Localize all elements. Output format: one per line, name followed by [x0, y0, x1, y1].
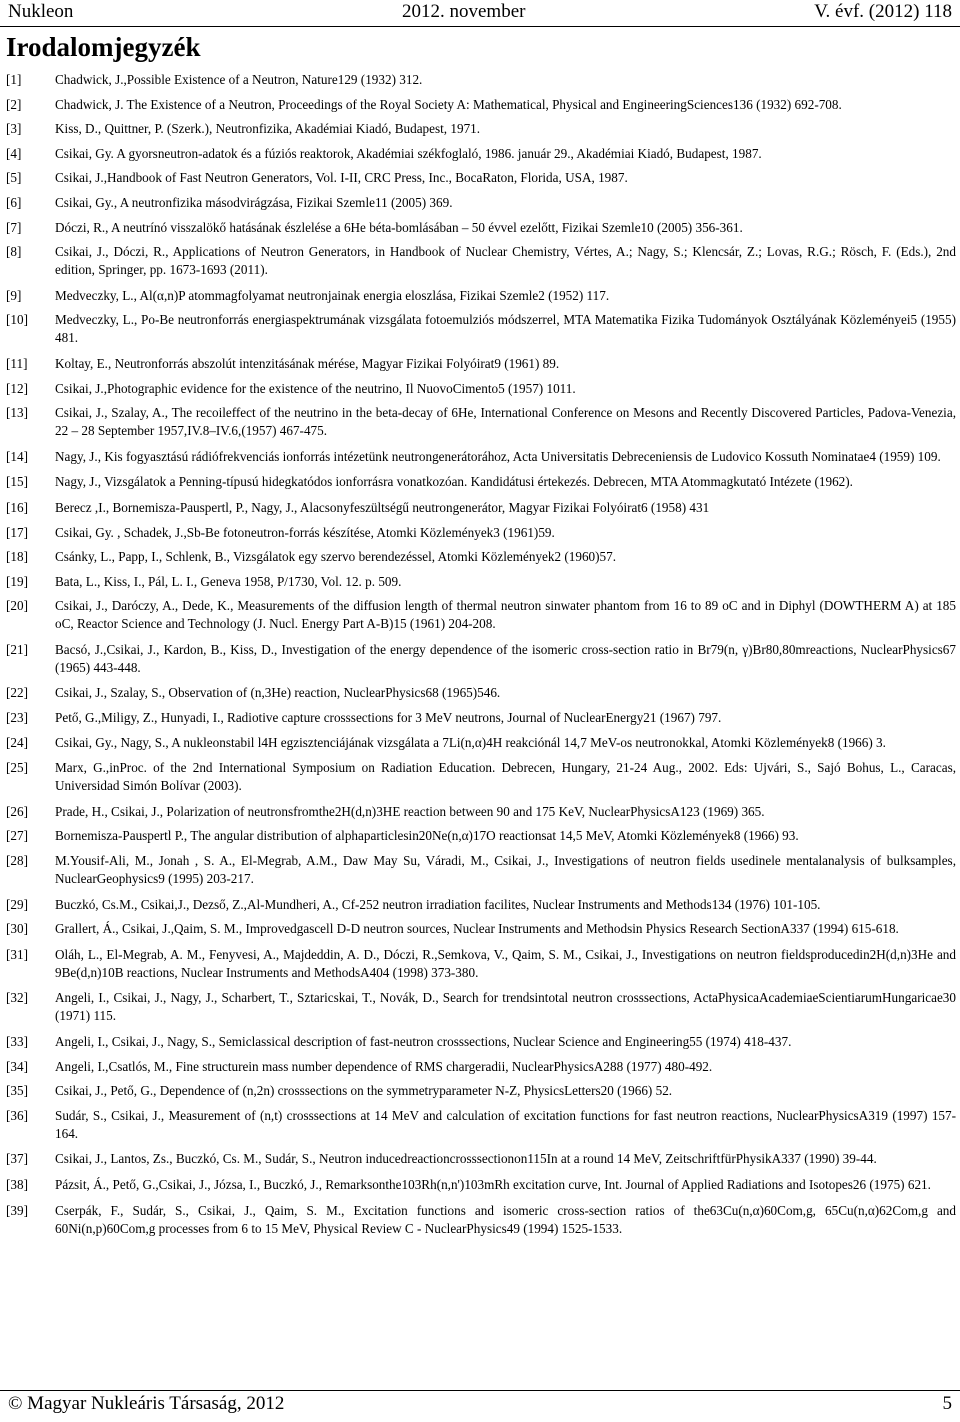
reference-item — [6, 499, 956, 517]
reference-text: Angeli, I.,Csatlós, M., Fine structurein mass number dependence of RMS chargeradii, NuclearPhysicsA288 (1977) 480-492. — [55, 1058, 713, 1074]
reference-item — [6, 709, 956, 727]
reference-item — [6, 1150, 956, 1168]
reference-number: [27] — [6, 828, 28, 844]
reference-text: Cserpák, F., Sudár, S., Csikai, J., Qaim, S. M., Excitation functions and isomeric cross-section ratios of the63Cu(n,α)60Com,g, 65Cu(n,α)62Com,g and 60Ni(n,p)60Com,g processes from 6 to 15 MeV, Physical Review C - NuclearPhysics49 (1994) 1525-1533. — [55, 1202, 956, 1236]
reference-text: Csikai, J., Szalay, A., The recoileffect of the neutrino in the beta-decay of 6He, International Conference on Mesons and Recently Discovered Particles, Padova-Venezia, 22 – 28 September 1957,IV.8–IV.6,(1957) 467-475. — [55, 405, 956, 439]
reference-item — [6, 1107, 956, 1143]
reference-item — [6, 448, 956, 466]
reference-text: Bacsó, J.,Csikai, J., Kardon, B., Kiss, D., Investigation of the energy dependence of the isomeric cross-section ratio in Br79(n, γ)Br80,80mreactions, NuclearPhysics67 (1965) 443-448. — [55, 641, 956, 675]
reference-item — [6, 597, 956, 633]
reference-number: [13] — [6, 405, 28, 421]
reference-item — [6, 1176, 956, 1194]
copyright-text: © Magyar Nukleáris Társaság, 2012 — [8, 1393, 285, 1414]
reference-number: [8] — [6, 244, 22, 260]
reference-text: Chadwick, J.,Possible Existence of a Neutron, Nature129 (1932) 312. — [55, 72, 423, 87]
reference-number: [28] — [6, 853, 28, 869]
reference-item — [6, 920, 956, 938]
reference-number: [16] — [6, 499, 28, 515]
reference-text: Angeli, I., Csikai, J., Nagy, S., Semiclassical description of fast-neutron crosssections, Nuclear Science and Engineering55 (1974) 418-437. — [55, 1034, 792, 1049]
reference-number: [18] — [6, 549, 28, 565]
reference-text: Angeli, I., Csikai, J., Nagy, J., Scharbert, T., Sztaricskai, T., Novák, D., Search for trendsintotal neutron crosssections, ActaPhysicaAcademiaeScientiarumHungaricae30 (1971) 115. — [55, 990, 956, 1024]
reference-item — [6, 380, 956, 398]
reference-text: Kiss, D., Quittner, P. (Szerk.), Neutronfizika, Akadémiai Kiadó, Budapest, 1971. — [55, 121, 481, 137]
reference-text: Grallert, Á., Csikai, J.,Qaim, S. M., Improvedgascell D-D neutron sources, Nuclear Instruments and Methodsin Physics Research SectionA337 (1994) 615-618. — [55, 921, 899, 937]
reference-number: [38] — [6, 1176, 28, 1192]
reference-number: [17] — [6, 524, 28, 540]
reference-number: [26] — [6, 803, 28, 819]
reference-text: Medveczky, L., Po-Be neutronforrás energiaspektrumának vizsgálata fotoemulziós módszerrel, MTA Matematika Fizika Tudományok Osztályának Közleményei5 (1955) 481. — [55, 312, 956, 346]
reference-item — [6, 524, 956, 542]
reference-text: Csánky, L., Papp, I., Schlenk, B., Vizsgálatok egy szervo berendezéssel, Atomki Közlemények2 (1960)57. — [55, 549, 617, 565]
reference-text: Buczkó, Cs.M., Csikai,J., Dezső, Z.,Al-Mundheri, A., Cf-252 neutron irradiation facilites, Nuclear Instruments and Methods134 (1976) 101-105. — [55, 896, 821, 912]
reference-item — [6, 684, 956, 702]
reference-item — [6, 473, 956, 491]
reference-number: [14] — [6, 448, 28, 464]
reference-text: Csikai, Gy. , Schadek, J.,Sb-Be fotoneutron-forrás készítése, Atomki Közlemények3 (1961)59. — [55, 524, 555, 540]
reference-text: Csikai, J., Szalay, S., Observation of (n,3He) reaction, NuclearPhysics68 (1965)546. — [55, 685, 501, 701]
reference-number: [15] — [6, 474, 28, 490]
reference-item — [6, 96, 956, 114]
reference-item — [6, 287, 956, 305]
reference-text: M.Yousif-Ali, M., Jonah , S. A., El-Megrab, A.M., Daw May Su, Váradi, M., Csikai, J., Investigations of neutron fields usedinele mentalanalysis of bulksamples, NuclearGeophysics9 (1995) 203-217. — [55, 853, 956, 887]
reference-number: [3] — [6, 121, 22, 137]
reference-item — [6, 311, 956, 347]
reference-item — [6, 243, 956, 279]
reference-item — [6, 219, 956, 237]
reference-text: Prade, H., Csikai, J., Polarization of neutronsfromthe2H(d,n)3HE reaction between 90 and 175 KeV, NuclearPhysicsA123 (1969) 365. — [55, 803, 765, 819]
reference-item — [6, 803, 956, 821]
reference-item — [6, 946, 956, 982]
reference-number: [7] — [6, 219, 22, 235]
reference-number: [35] — [6, 1083, 28, 1099]
reference-number: [12] — [6, 380, 28, 396]
reference-number: [29] — [6, 896, 28, 912]
reference-number: [33] — [6, 1034, 28, 1049]
reference-number: [23] — [6, 710, 28, 726]
reference-item — [6, 404, 956, 440]
reference-text: Koltay, E., Neutronforrás abszolút intenzitásának mérése, Magyar Fizikai Folyóirat9 (1961) 89. — [55, 355, 560, 371]
reference-item — [6, 548, 956, 566]
reference-number: [36] — [6, 1107, 28, 1123]
reference-number: [11] — [6, 355, 28, 371]
reference-item — [6, 145, 956, 163]
reference-number: [22] — [6, 685, 28, 701]
reference-text: Csikai, J.,Photographic evidence for the existence of the neutrino, Il NuovoCimento5 (1957) 1011. — [55, 380, 576, 396]
reference-text: Csikai, Gy. A gyorsneutron-adatok és a fúziós reaktorok, Akadémiai székfoglaló, 1986. január 29., Akadémiai Kiadó, Budapest, 1987. — [55, 145, 762, 161]
reference-number: [34] — [6, 1058, 28, 1074]
volume-info: V. évf. (2012) 118 — [814, 1, 952, 22]
reference-number: [19] — [6, 573, 28, 589]
reference-number: [20] — [6, 598, 28, 614]
reference-item — [6, 1202, 956, 1238]
reference-number: [24] — [6, 734, 28, 750]
reference-number: [32] — [6, 990, 28, 1006]
reference-number: [21] — [6, 641, 28, 657]
reference-text: Bata, L., Kiss, I., Pál, L. I., Geneva 1958, P/1730, Vol. 12. p. 509. — [55, 573, 402, 589]
reference-number: [39] — [6, 1202, 28, 1218]
reference-item — [6, 169, 956, 187]
reference-text: Csikai, J., Pető, G., Dependence of (n,2n) crosssections on the symmetryparameter N-Z, PhysicsLetters20 (1966) 52. — [55, 1083, 673, 1099]
reference-number: [4] — [6, 145, 22, 161]
reference-text: Chadwick, J. The Existence of a Neutron, Proceedings of the Royal Society A: Mathematical, Physical and EngineeringSciences136 (1932) 692-708. — [55, 96, 842, 112]
reference-item — [6, 734, 956, 752]
issue-date: 2012. november — [402, 1, 526, 22]
reference-number: [1] — [6, 72, 22, 87]
reference-item — [6, 355, 956, 373]
reference-number: [37] — [6, 1151, 28, 1167]
reference-text: Csikai, J., Daróczy, A., Dede, K., Measurements of the diffusion length of thermal neutron sinwater phantom from 16 to 89 oC and in Diphyl (DOWTHERM A) at 185 oC, Reactor Science and Technology (J. Nucl. Energy Part A-B)15 (1961) 204-208. — [55, 598, 956, 632]
reference-item — [6, 194, 956, 212]
page-header — [0, 0, 960, 27]
reference-number: [10] — [6, 312, 28, 328]
reference-text: Nagy, J., Vizsgálatok a Penning-típusú hidegkatódos ionforrásra vonatkozóan. Kandidátusi értekezés. Debrecen, MTA Atommagkutató Intézete (1962). — [55, 474, 853, 490]
reference-item — [6, 827, 956, 845]
reference-number: [9] — [6, 287, 22, 303]
reference-text: Dóczi, R., A neutrínó visszalökő hatásának észlelése a 6He béta-bomlásában – 50 évvel ezelőtt, Fizikai Szemle10 (2005) 356-361. — [55, 219, 743, 235]
reference-item — [6, 71, 956, 89]
reference-number: [5] — [6, 170, 22, 186]
reference-text: Nagy, J., Kis fogyasztású rádiófrekvenciás ionforrás intézetünk neutrongenerátorához, Acta Universitatis Debreceniensis de Ludovico Kossuth Nominatae4 (1959) 109. — [55, 448, 941, 464]
reference-item — [6, 896, 956, 914]
reference-text: Csikai, Gy., Nagy, S., A nukleonstabil l4H egzisztenciájának vizsgálata a 7Li(n,α)4H reakciónál 14,7 MeV-os neutronokkal, Atomki Közlemények8 (1966) 3. — [55, 734, 886, 750]
page-footer — [0, 1390, 960, 1414]
reference-text: Oláh, L., El-Megrab, A. M., Fenyvesi, A., Majdeddin, A. D., Dóczi, R.,Semkova, V., Qaim, S. M., Csikai, J., Investigations on neutron fieldsproducedin2H(d,n)3He and 9Be(d,n)10B reactions, Nuclear Instruments and MethodsA404 (1998) 373-380. — [55, 946, 956, 980]
reference-text: Sudár, S., Csikai, J., Measurement of (n,t) crosssections at 14 MeV and calculation of excitation functions for fast neutron reactions, NuclearPhysicsA319 (1997) 157-164. — [55, 1107, 956, 1141]
reference-text: Berecz ,I., Bornemisza-Pauspertl, P., Nagy, J., Alacsonyfeszültségű neutrongenerátor, Magyar Fizikai Folyóirat6 (1958) 431 — [55, 499, 710, 515]
reference-item — [6, 1033, 956, 1051]
reference-item — [6, 1058, 956, 1076]
reference-item — [6, 759, 956, 795]
reference-text: Pázsit, Á., Pető, G.,Csikai, J., Józsa, I., Buczkó, J., Remarksonthe103Rh(n,n')103mRh excitation curve, Int. Journal of Applied Radiations and Isotopes26 (1975) 621. — [55, 1176, 931, 1192]
reference-text: Csikai, Gy., A neutronfizika másodvirágzása, Fizikai Szemle11 (2005) 369. — [55, 194, 453, 210]
reference-text: Bornemisza-Pauspertl P., The angular distribution of alphaparticlesin20Ne(n,α)17O reactionsat 14,5 MeV, Atomki Közlemények8 (1966) 93. — [55, 828, 799, 844]
page-number: 5 — [942, 1393, 952, 1414]
reference-item — [6, 573, 956, 591]
reference-number: [2] — [6, 96, 22, 112]
reference-text: Medveczky, L., Al(α,n)P atommagfolyamat neutronjainak energia eloszlása, Fizikai Szemle2 (1952) 117. — [55, 287, 610, 303]
reference-item — [6, 641, 956, 677]
reference-number: [6] — [6, 194, 22, 210]
reference-text: Marx, G.,inProc. of the 2nd International Symposium on Radiation Education. Debrecen, Hungary, 21-24 Aug., 2002. Eds: Ujvári, S., Sajó Bohus, L., Caracas, Universidad Simón Bolívar (2003). — [55, 760, 956, 794]
reference-text: Csikai, J.,Handbook of Fast Neutron Generators, Vol. I-II, CRC Press, Inc., BocaRaton, Florida, USA, 1987. — [55, 170, 628, 186]
reference-item — [6, 989, 956, 1025]
journal-name: Nukleon — [8, 1, 74, 22]
section-title: Irodalomjegyzék — [6, 32, 201, 62]
reference-text: Csikai, J., Lantos, Zs., Buczkó, Cs. M., Sudár, S., Neutron inducedreactioncrosssectionon115In at a round 14 MeV, ZeitschriftfürPhysikA337 (1990) 39-44. — [55, 1151, 877, 1167]
reference-text: Csikai, J., Dóczi, R., Applications of Neutron Generators, in Handbook of Nuclear Chemistry, Vértes, A.; Nagy, S.; Klencsár, Z.; Lovas, R.G.; Rösch, F. (Eds.), 2nd edition, Springer, pp. 1673-1693 (2011). — [55, 244, 956, 278]
reference-number: [31] — [6, 946, 28, 962]
reference-item — [6, 852, 956, 888]
reference-text: Pető, G.,Miligy, Z., Hunyadi, I., Radiotive capture crosssections for 3 MeV neutrons, Journal of NuclearEnergy21 (1967) 797. — [55, 710, 722, 726]
reference-item — [6, 120, 956, 138]
reference-number: [30] — [6, 921, 28, 937]
reference-list — [6, 71, 956, 1245]
reference-item — [6, 1082, 956, 1100]
reference-number: [25] — [6, 760, 28, 776]
